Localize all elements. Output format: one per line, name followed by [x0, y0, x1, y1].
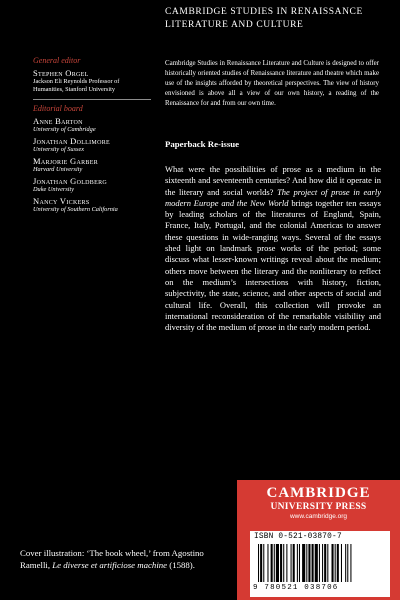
barcode-bar: [274, 544, 275, 582]
barcode-bar: [258, 544, 259, 582]
barcode-bar: [322, 544, 323, 582]
barcode-bar: [327, 544, 328, 582]
barcode-bar: [283, 544, 284, 582]
divider: [33, 99, 151, 100]
barcode-bar: [267, 544, 268, 582]
series-title-line-1: CAMBRIDGE STUDIES IN RENAISSANCE: [165, 7, 363, 17]
book-title: The project of prose in early modern Europe and the New World: [165, 186, 381, 208]
publisher-url: www.cambridge.org: [289, 513, 348, 520]
barcode-bar: [350, 544, 351, 582]
board-member-affiliation: University of Cambridge: [33, 126, 96, 133]
isbn-label: ISBN 0-521-03870-7: [254, 533, 342, 541]
barcode-bar: [347, 544, 348, 582]
caption-part-1: Cover illustration: ‘The book wheel,’ from Agostino Ramelli,: [20, 548, 204, 570]
barcode-card: [250, 531, 390, 597]
board-member: [33, 116, 153, 134]
barcode-bar: [291, 544, 292, 582]
barcode-bar: [341, 544, 342, 582]
caption-work-title: Le diverse et artificiose machine: [52, 559, 168, 570]
barcode-bars: [258, 544, 382, 582]
barcode-bar: [345, 544, 346, 582]
board-member-affiliation: University of Sussex: [33, 146, 85, 153]
barcode-bar: [332, 544, 334, 582]
board-member-affiliation: Harvard University: [33, 166, 83, 173]
general-editor-name: Stephen Orgel: [33, 68, 89, 78]
barcode-bar: [280, 544, 282, 582]
board-member-name: Nancy Vickers: [33, 196, 90, 206]
editors-column: [33, 56, 153, 215]
board-member-name: Jonathan Goldberg: [33, 176, 108, 186]
board-member: [33, 136, 153, 154]
board-member-affiliation: University of Southern California: [33, 206, 118, 213]
barcode-bar: [299, 544, 300, 582]
barcode-bar: [319, 544, 320, 582]
reissue-label: Paperback Re-issue: [165, 139, 240, 149]
barcode-digits: 9 780521 038706: [253, 584, 339, 592]
blurb-part-2: brings together ten essays by leading scholars of the literatures of England, Spain, France, Italy, Portugal, and the colonial Americas to answer these questions in wide-ranging ways. Several of the essays shed light on landmark prose works of the period; some discuss what lesser-known writings reveal about the medium; others move between the literary and the nonliterary to reflect on the medium’s intersections with history, fiction, subjectivity, the state, science, and other aspects of social and cultural life. Overall, this collection will provoke an international reconsideration of the remarkable visibility and diversity of the medium of prose in the early modern period.: [165, 197, 381, 333]
barcode-bar: [260, 544, 262, 582]
barcode-bar: [335, 544, 336, 582]
board-member-name: Anne Barton: [33, 116, 83, 126]
publisher-name-line-1: CAMBRIDGE: [266, 485, 371, 501]
board-member-name: Marjorie Garber: [33, 156, 98, 166]
barcode-bar: [293, 544, 295, 582]
barcode-bar: [302, 544, 305, 582]
barcode-bar: [286, 544, 287, 582]
barcode-bar: [308, 544, 310, 582]
caption-part-2: (1588).: [167, 559, 195, 570]
board-member-affiliation: Duke University: [33, 186, 75, 193]
barcode-bar: [276, 544, 279, 582]
blurb: [165, 164, 381, 333]
general-editor-affiliation-2: Humanities, Stanford University: [33, 86, 116, 93]
barcode-bar: [315, 544, 318, 582]
barcode-bar: [297, 544, 298, 582]
general-editor-heading: General editor: [33, 56, 81, 65]
series-description: Cambridge Studies in Renaissance Literature and Culture is designed to offer historically oriented studies of Renaissance literature and theatre which make use of the insights afforded by theoretical perspectives. The view of history envisioned is above all a view of our own history, a reading of the Renaissance for and from our own time.: [165, 60, 379, 108]
barcode-bar: [263, 544, 264, 582]
board-member: [33, 196, 153, 214]
barcode-bar: [324, 544, 326, 582]
board-member-name: Jonathan Dollimore: [33, 136, 110, 146]
publisher-name-line-2: UNIVERSITY PRESS: [270, 502, 367, 512]
board-member: [33, 176, 153, 194]
series-title-line-2: LITERATURE AND CULTURE: [165, 20, 304, 30]
barcode-bar: [306, 544, 307, 582]
general-editor-affiliation-1: Jackson Eli Reynolds Professor of: [33, 78, 120, 85]
series-title: [165, 6, 375, 32]
cover-caption: [20, 548, 235, 571]
barcode-bar: [312, 544, 314, 582]
blurb-part-1: What were the possibilities of prose as a medium in the sixteenth and seventeenth centuries? And how did it operate in the literary and social worlds?: [165, 164, 381, 197]
board-member: [33, 156, 153, 174]
barcode-bar: [271, 544, 273, 582]
editorial-board-heading: Editorial board: [33, 104, 83, 113]
barcode-bar: [337, 544, 339, 582]
